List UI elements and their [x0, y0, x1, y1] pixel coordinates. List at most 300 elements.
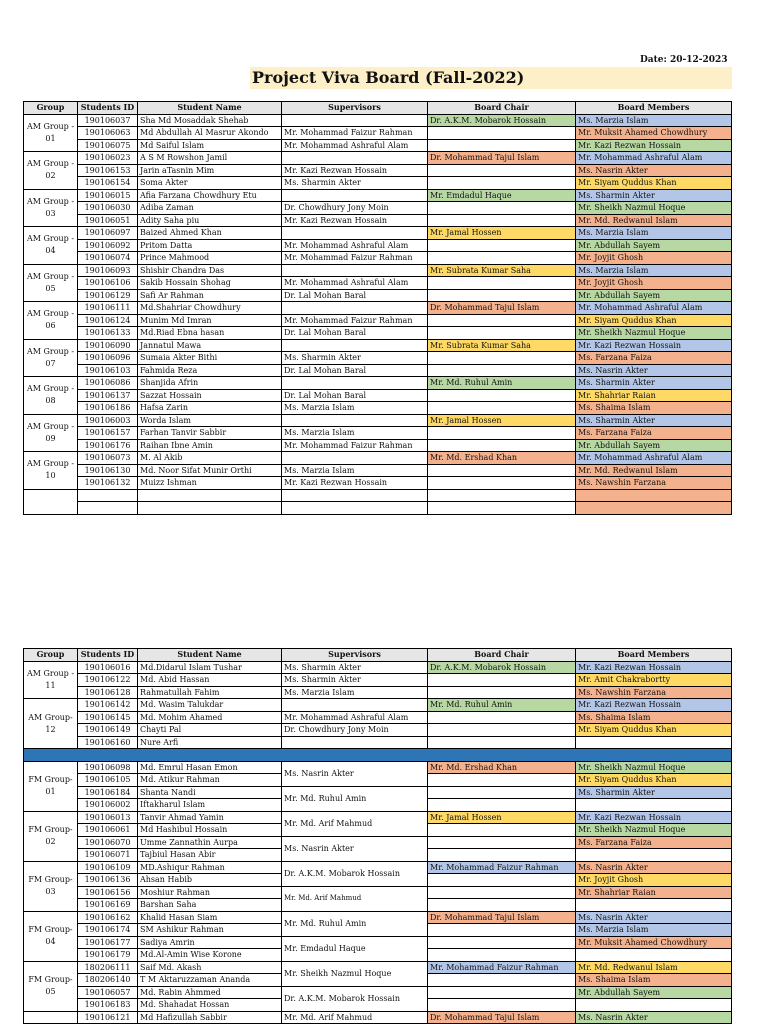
supervisor-cell: Mr. Mohammad Faizur Rahman [282, 252, 428, 265]
supervisor-cell: Dr. Lal Mohan Baral [282, 364, 428, 377]
board-chair-cell [428, 352, 576, 365]
board-chair-cell [428, 736, 576, 749]
student-name-cell: Shanta Nandi [138, 786, 282, 799]
board-chair-cell: Dr. A.K.M. Mobarok Hossain [428, 661, 576, 674]
board-member-cell: Ms. Nasrin Akter [576, 861, 732, 874]
col-header-supervisors: Supervisors [282, 102, 428, 115]
student-name-cell: Chayti Pal [138, 724, 282, 737]
student-id-cell: 190106037 [78, 114, 138, 127]
supervisor-cell [282, 377, 428, 390]
student-id-cell: 190106075 [78, 139, 138, 152]
supervisor-cell: Dr. A.K.M. Mobarok Hossain [282, 861, 428, 886]
table-row [24, 464, 732, 477]
student-id-cell: 190106183 [78, 999, 138, 1012]
table-row [24, 139, 732, 152]
group-cell: FM Group-04 [24, 911, 78, 961]
group-cell [24, 1011, 78, 1024]
student-id-cell: 190106149 [78, 724, 138, 737]
supervisor-cell: Mr. Md. Arif Mahmud [282, 1011, 428, 1024]
student-id-cell: 190106003 [78, 414, 138, 427]
student-id-cell: 190106154 [78, 177, 138, 190]
board-chair-cell [428, 949, 576, 962]
student-id-cell: 190106002 [78, 799, 138, 812]
student-name-cell: Munim Md Imran [138, 314, 282, 327]
student-name-cell: Saif Md. Akash [138, 961, 282, 974]
student-name-cell: Md. Abid Hassan [138, 674, 282, 687]
board-chair-cell [428, 127, 576, 140]
board-member-cell: Ms. Farzana Faiza [576, 836, 732, 849]
student-name-cell: Afia Farzana Chowdhury Etu [138, 189, 282, 202]
supervisor-cell: Mr. Emdadul Haque [282, 936, 428, 961]
student-name-cell: Shishir Chandra Das [138, 264, 282, 277]
table-row [24, 786, 732, 799]
board-member-cell: Mr. Amit Chakrabortty [576, 674, 732, 687]
student-name-cell: Prince Mahmood [138, 252, 282, 265]
board-chair-cell: Dr. Mohammad Tajul Islam [428, 1011, 576, 1024]
col-header-members: Board Members [576, 102, 732, 115]
student-name-cell: Sumaia Akter Bithi [138, 352, 282, 365]
table-body [24, 661, 732, 1024]
board-chair-cell [428, 824, 576, 837]
student-id-cell: 190106128 [78, 686, 138, 699]
board-chair-cell [428, 924, 576, 937]
group-cell: AM Group-12 [24, 699, 78, 749]
board-chair-cell [428, 986, 576, 999]
board-chair-cell [428, 477, 576, 490]
board-member-cell: Ms. Farzana Faiza [576, 352, 732, 365]
board-chair-cell [428, 936, 576, 949]
student-name-cell: Md Hafizullah Sabbir [138, 1011, 282, 1024]
board-chair-cell: Mr. Mohammad Faizur Rahman [428, 961, 576, 974]
board-chair-cell [428, 502, 576, 515]
table-body [24, 114, 732, 514]
table-row [24, 189, 732, 202]
student-name-cell: Hafsa Zarin [138, 402, 282, 415]
supervisor-cell [282, 302, 428, 315]
table-row [24, 314, 732, 327]
supervisor-cell [282, 736, 428, 749]
student-name-cell: M. Al Akib [138, 452, 282, 465]
supervisor-cell: Ms. Marzia Islam [282, 686, 428, 699]
student-id-cell: 190106098 [78, 761, 138, 774]
board-chair-cell [428, 389, 576, 402]
student-id-cell: 190106093 [78, 264, 138, 277]
supervisor-cell: Dr. Lal Mohan Baral [282, 327, 428, 340]
student-name-cell [138, 502, 282, 515]
board-member-cell: Mr. Sheikh Nazmul Hoque [576, 202, 732, 215]
table-row [24, 264, 732, 277]
board-chair-cell [428, 999, 576, 1012]
student-id-cell: 190106092 [78, 239, 138, 252]
board-member-cell: Mr. Kazi Rezwan Hossain [576, 811, 732, 824]
student-name-cell: Sakib Hossain Shohag [138, 277, 282, 290]
supervisor-cell [282, 699, 428, 712]
student-name-cell: Moshiur Rahman [138, 886, 282, 899]
supervisor-cell: Dr. Lal Mohan Baral [282, 389, 428, 402]
table-row [24, 227, 732, 240]
supervisor-cell [282, 339, 428, 352]
board-member-cell: Ms. Nasrin Akter [576, 1011, 732, 1024]
student-name-cell: Raihan Ibne Amin [138, 439, 282, 452]
col-header-members: Board Members [576, 649, 732, 662]
table-row [24, 911, 732, 924]
supervisor-cell: Mr. Md. Ruhul Amin [282, 786, 428, 811]
student-id-cell: 190106137 [78, 389, 138, 402]
board-member-cell: Ms. Sharmin Akter [576, 414, 732, 427]
supervisor-cell: Mr. Mohammad Ashraful Alam [282, 139, 428, 152]
student-name-cell: Md. Atikur Rahman [138, 774, 282, 787]
board-member-cell: Ms. Farzana Faiza [576, 427, 732, 440]
student-name-cell: Sha Md Mosaddak Shehab [138, 114, 282, 127]
supervisor-cell: Ms. Marzia Islam [282, 464, 428, 477]
student-id-cell: 190106157 [78, 427, 138, 440]
supervisor-cell: Mr. Md. Ruhul Amin [282, 911, 428, 936]
board-member-cell: Ms. Nawshin Farzana [576, 686, 732, 699]
col-header-name: Student Name [138, 649, 282, 662]
table-row [24, 164, 732, 177]
table-row [24, 114, 732, 127]
table-row [24, 389, 732, 402]
col-header-group: Group [24, 649, 78, 662]
viva-board-table-1 [23, 101, 732, 515]
board-member-cell: Mr. Md. Redwanul Islam [576, 214, 732, 227]
board-chair-cell [428, 364, 576, 377]
table-row [24, 302, 732, 315]
student-id-cell: 190106106 [78, 277, 138, 290]
student-id-cell: 190106016 [78, 661, 138, 674]
board-member-cell: Mr. Muksit Ahamed Chowdhury [576, 127, 732, 140]
board-member-cell: Mr. Kazi Rezwan Hossain [576, 339, 732, 352]
board-member-cell [576, 736, 732, 749]
board-member-cell: Mr. Joyjit Ghosh [576, 277, 732, 290]
board-member-cell: Mr. Kazi Rezwan Hossain [576, 699, 732, 712]
student-id-cell: 190106121 [78, 1011, 138, 1024]
board-chair-cell: Mr. Md. Ruhul Amin [428, 699, 576, 712]
supervisor-cell: Mr. Mohammad Faizur Rahman [282, 127, 428, 140]
student-id-cell: 190106145 [78, 711, 138, 724]
col-header-chair: Board Chair [428, 102, 576, 115]
table-row [24, 477, 732, 490]
supervisor-cell [282, 414, 428, 427]
table-row [24, 661, 732, 674]
board-member-cell: Mr. Md. Redwanul Islam [576, 961, 732, 974]
board-chair-cell [428, 214, 576, 227]
student-id-cell: 190106074 [78, 252, 138, 265]
board-chair-cell [428, 724, 576, 737]
board-chair-cell [428, 886, 576, 899]
table-row [24, 414, 732, 427]
supervisor-cell: Mr. Kazi Rezwan Hossain [282, 214, 428, 227]
student-id-cell: 190106177 [78, 936, 138, 949]
table-row [24, 364, 732, 377]
col-header-supervisors: Supervisors [282, 649, 428, 662]
board-chair-cell [428, 164, 576, 177]
board-member-cell: Ms. Shaima Islam [576, 402, 732, 415]
board-member-cell: Mr. Abdullah Sayem [576, 289, 732, 302]
student-id-cell: 190106023 [78, 152, 138, 165]
group-cell: FM Group-02 [24, 811, 78, 861]
supervisor-cell: Mr. Mohammad Ashraful Alam [282, 711, 428, 724]
board-member-cell: Mr. Kazi Rezwan Hossain [576, 661, 732, 674]
board-member-cell [576, 489, 732, 502]
supervisor-cell: Mr. Mohammad Faizur Rahman [282, 439, 428, 452]
student-name-cell: Md. Wasim Talukdar [138, 699, 282, 712]
board-member-cell: Mr. Sheikh Nazmul Hoque [576, 824, 732, 837]
board-member-cell: Mr. Md. Redwanul Islam [576, 464, 732, 477]
student-name-cell: Adiba Zaman [138, 202, 282, 215]
board-member-cell: Ms. Marzia Islam [576, 924, 732, 937]
student-id-cell: 190106073 [78, 452, 138, 465]
student-id-cell [78, 502, 138, 515]
supervisor-cell [282, 189, 428, 202]
table-row [24, 886, 732, 899]
board-member-cell: Mr. Siyam Quddus Khan [576, 177, 732, 190]
board-chair-cell: Mr. Subrata Kumar Saha [428, 339, 576, 352]
table-row [24, 214, 732, 227]
student-name-cell: Jarin aTasnin Mim [138, 164, 282, 177]
student-name-cell: Umme Zannathin Aurpa [138, 836, 282, 849]
student-id-cell: 190106086 [78, 377, 138, 390]
board-chair-cell [428, 177, 576, 190]
group-cell [24, 489, 78, 514]
table-row [24, 177, 732, 190]
board-chair-cell: Mr. Subrata Kumar Saha [428, 264, 576, 277]
table-row [24, 252, 732, 265]
group-cell: AM Group - 09 [24, 414, 78, 452]
student-id-cell: 190106124 [78, 314, 138, 327]
student-name-cell: Sazzat Hossain [138, 389, 282, 402]
student-name-cell: Md Saiful Islam [138, 139, 282, 152]
board-chair-cell [428, 786, 576, 799]
student-name-cell: Md. Shahadat Hossan [138, 999, 282, 1012]
supervisor-cell: Mr. Md. Arif Mahmud [282, 886, 428, 911]
student-id-cell: 190106013 [78, 811, 138, 824]
group-cell: AM Group - 01 [24, 114, 78, 152]
table-row [24, 239, 732, 252]
student-name-cell: Ahsan Habib [138, 874, 282, 887]
board-member-cell: Mr. Sheikh Nazmul Hoque [576, 761, 732, 774]
board-member-cell: Mr. Siyam Quddus Khan [576, 314, 732, 327]
student-id-cell: 190106051 [78, 214, 138, 227]
student-name-cell: Tanvir Ahmad Yamin [138, 811, 282, 824]
student-id-cell [78, 489, 138, 502]
table-row [24, 427, 732, 440]
student-name-cell: Md.Riad Ebna hasan [138, 327, 282, 340]
date-label: Date: 20-12-2023 [640, 55, 728, 65]
board-chair-cell [428, 202, 576, 215]
student-name-cell: Md. Emrul Hasan Emon [138, 761, 282, 774]
supervisor-cell: Ms. Marzia Islam [282, 427, 428, 440]
student-id-cell: 190106129 [78, 289, 138, 302]
board-member-cell: Mr. Joyjit Ghosh [576, 252, 732, 265]
student-name-cell: Md.Al-Amin Wise Korone [138, 949, 282, 962]
board-member-cell: Mr. Shahriar Raian [576, 389, 732, 402]
supervisor-cell: Mr. Md. Arif Mahmud [282, 811, 428, 836]
student-id-cell: 190106142 [78, 699, 138, 712]
student-id-cell: 190106070 [78, 836, 138, 849]
supervisor-cell: Mr. Mohammad Ashraful Alam [282, 239, 428, 252]
board-member-cell [576, 502, 732, 515]
student-name-cell: MD.Ashiqur Rahman [138, 861, 282, 874]
table-row [24, 402, 732, 415]
student-id-cell: 190106132 [78, 477, 138, 490]
student-name-cell: T M Aktaruzzaman Ananda [138, 974, 282, 987]
group-cell: AM Group - 04 [24, 227, 78, 265]
student-name-cell: Md. Rabin Ahmmed [138, 986, 282, 999]
student-name-cell: Soma Akter [138, 177, 282, 190]
col-header-chair: Board Chair [428, 649, 576, 662]
student-name-cell: Jannatul Mawa [138, 339, 282, 352]
board-chair-cell: Dr. Mohammad Tajul Islam [428, 911, 576, 924]
student-id-cell: 190106071 [78, 849, 138, 862]
student-id-cell: 190106030 [78, 202, 138, 215]
board-chair-cell [428, 252, 576, 265]
table-row [24, 861, 732, 874]
student-id-cell: 190106103 [78, 364, 138, 377]
board-chair-cell: Mr. Md. Ershad Khan [428, 761, 576, 774]
col-header-id: Students ID [78, 102, 138, 115]
student-id-cell: 190106057 [78, 986, 138, 999]
board-chair-cell [428, 711, 576, 724]
student-name-cell: Md.Shahriar Chowdhury [138, 302, 282, 315]
group-cell: AM Group - 10 [24, 452, 78, 490]
student-id-cell: 190106130 [78, 464, 138, 477]
board-member-cell: Mr. Kazi Rezwan Hossain [576, 139, 732, 152]
board-chair-cell [428, 774, 576, 787]
separator-bar [24, 749, 732, 762]
board-chair-cell [428, 799, 576, 812]
board-chair-cell [428, 489, 576, 502]
board-member-cell: Ms. Marzia Islam [576, 264, 732, 277]
student-name-cell: Baized Ahmed Khan [138, 227, 282, 240]
table-row [24, 289, 732, 302]
table-row [24, 127, 732, 140]
table-row [24, 327, 732, 340]
group-cell: AM Group - 07 [24, 339, 78, 377]
board-chair-cell: Dr. Mohammad Tajul Islam [428, 302, 576, 315]
student-name-cell: Nure Arfi [138, 736, 282, 749]
student-name-cell: Md. Mohim Ahamed [138, 711, 282, 724]
table-row [24, 699, 732, 712]
student-id-cell: 190106090 [78, 339, 138, 352]
student-name-cell: Farhan Tanvir Sabbir [138, 427, 282, 440]
supervisor-cell: Ms. Marzia Islam [282, 402, 428, 415]
table-row [24, 736, 732, 749]
board-member-cell: Ms. Nawshin Farzana [576, 477, 732, 490]
col-header-name: Student Name [138, 102, 282, 115]
board-chair-cell [428, 899, 576, 912]
group-cell: AM Group - 06 [24, 302, 78, 340]
viva-board-table-2 [23, 648, 732, 1024]
board-member-cell: Ms. Sharmin Akter [576, 189, 732, 202]
board-chair-cell [428, 139, 576, 152]
group-cell: AM Group - 11 [24, 661, 78, 699]
board-member-cell [576, 999, 732, 1012]
board-member-cell: Mr. Shahriar Raian [576, 886, 732, 899]
board-member-cell: Mr. Mohammad Ashraful Alam [576, 302, 732, 315]
section-separator [24, 749, 732, 762]
board-chair-cell [428, 427, 576, 440]
board-member-cell: Ms. Nasrin Akter [576, 364, 732, 377]
page-title: Project Viva Board (Fall-2022) [252, 68, 525, 87]
table-row [24, 152, 732, 165]
table-row [24, 377, 732, 390]
board-chair-cell: Mr. Jamal Hossen [428, 414, 576, 427]
table-row [24, 502, 732, 515]
supervisor-cell: Ms. Sharmin Akter [282, 352, 428, 365]
table-row [24, 339, 732, 352]
table-row [24, 452, 732, 465]
student-name-cell: Md Abdullah Al Masrur Akondo [138, 127, 282, 140]
student-name-cell: SM Ashikur Rahman [138, 924, 282, 937]
board-chair-cell [428, 836, 576, 849]
table-row [24, 961, 732, 974]
board-member-cell [576, 799, 732, 812]
table-row [24, 811, 732, 824]
board-member-cell [576, 949, 732, 962]
group-cell: FM Group-03 [24, 861, 78, 911]
board-chair-cell [428, 239, 576, 252]
student-id-cell: 190106015 [78, 189, 138, 202]
student-id-cell: 190106153 [78, 164, 138, 177]
table-row [24, 724, 732, 737]
board-member-cell: Mr. Joyjit Ghosh [576, 874, 732, 887]
student-name-cell [138, 489, 282, 502]
student-name-cell: Iftakharul Islam [138, 799, 282, 812]
table-row [24, 202, 732, 215]
title-banner [250, 67, 732, 89]
board-member-cell: Ms. Marzia Islam [576, 114, 732, 127]
table-header-row [24, 649, 732, 662]
board-member-cell: Mr. Mohammad Ashraful Alam [576, 452, 732, 465]
supervisor-cell: Dr. Lal Mohan Baral [282, 289, 428, 302]
supervisor-cell: Dr. Chowdhury Jony Moin [282, 724, 428, 737]
table-row [24, 1011, 732, 1024]
student-id-cell: 180206140 [78, 974, 138, 987]
board-chair-cell: Mr. Md. Ruhul Amin [428, 377, 576, 390]
student-id-cell: 190106174 [78, 924, 138, 937]
board-member-cell: Mr. Abdullah Sayem [576, 986, 732, 999]
student-id-cell: 190106184 [78, 786, 138, 799]
group-cell: AM Group - 05 [24, 264, 78, 302]
student-name-cell: Muizz Ishman [138, 477, 282, 490]
board-chair-cell [428, 402, 576, 415]
table-row [24, 711, 732, 724]
group-cell: FM Group-01 [24, 761, 78, 811]
student-name-cell: Sadiya Amrin [138, 936, 282, 949]
student-id-cell: 190106122 [78, 674, 138, 687]
table-row [24, 489, 732, 502]
student-id-cell: 190106063 [78, 127, 138, 140]
supervisor-cell [282, 502, 428, 515]
supervisor-cell: Mr. Mohammad Ashraful Alam [282, 277, 428, 290]
board-chair-cell [428, 686, 576, 699]
student-name-cell: Md.Didarul Islam Tushar [138, 661, 282, 674]
student-name-cell: Md Hashibul Hossain [138, 824, 282, 837]
student-id-cell: 190106176 [78, 439, 138, 452]
student-name-cell: Adity Saha piu [138, 214, 282, 227]
board-chair-cell: Mr. Jamal Hossen [428, 227, 576, 240]
board-chair-cell [428, 314, 576, 327]
supervisor-cell: Mr. Sheikh Nazmul Hoque [282, 961, 428, 986]
student-id-cell: 190106133 [78, 327, 138, 340]
student-id-cell: 190106162 [78, 911, 138, 924]
board-member-cell: Mr. Siyam Quddus Khan [576, 724, 732, 737]
board-chair-cell [428, 974, 576, 987]
supervisor-cell: Mr. Kazi Rezwan Hossain [282, 477, 428, 490]
student-name-cell: Tajbiul Hasan Abir [138, 849, 282, 862]
supervisor-cell [282, 114, 428, 127]
